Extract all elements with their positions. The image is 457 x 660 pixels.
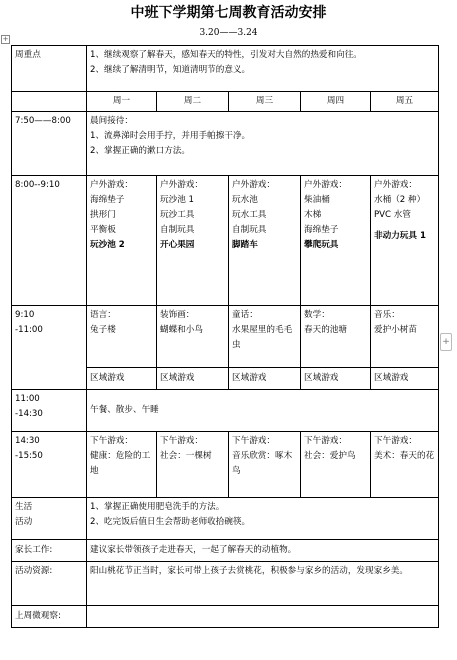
area-game-cell: 区域游戏 [371,368,439,390]
outdoor-area: 玩沙池 2 [90,240,125,250]
outdoor-item: 玩沙池 1 [160,195,194,205]
noon-time-start: 11:00 [15,394,40,404]
afternoon-topic: 美术：春天的花 [374,451,435,461]
afternoon-topic: 健康：危险的工地 [90,451,151,476]
morning-time: 7:50——8:00 [12,112,87,176]
noon-content: 午餐、散步、午睡 [87,390,439,432]
life-line: 2、吃完饭后值日生会帮助老师收拾碗筷。 [90,517,251,527]
outdoor-header: 户外游戏： [160,180,203,190]
outdoor-area: 脚踏车 [232,240,258,250]
outdoor-item: 柴油桶 [304,195,330,205]
afternoon-time-start: 14:30 [15,436,40,446]
lesson-cell [301,306,371,368]
lesson-cell [229,306,301,368]
outdoor-cell [157,176,229,306]
parents-row [12,540,439,562]
outdoor-area: 攀爬玩具 [304,240,339,250]
area-game-cell: 区域游戏 [301,368,371,390]
lesson-time [12,306,87,390]
parents-label: 家长工作: [12,540,87,562]
outdoor-item: 拱形门 [90,210,116,220]
day-header: 周一 [87,92,157,112]
noon-row [12,390,439,432]
area-game-cell: 区域游戏 [229,368,301,390]
outdoor-area: 开心果园 [160,240,195,250]
afternoon-time [12,432,87,498]
lesson-subject: 语言： [90,310,116,320]
afternoon-header: 下午游戏： [90,436,133,446]
afternoon-topic: 社会：一棵树 [160,451,212,461]
parents-content: 建议家长带领孩子走进春天，一起了解春天的动植物。 [87,540,439,562]
page-title: 中班下学期第七周教育活动安排 [130,5,327,21]
afternoon-header: 下午游戏： [304,436,347,446]
focus-label: 周重点 [12,46,87,92]
outdoor-header: 户外游戏： [374,180,417,190]
morning-content [87,112,439,176]
life-label-line: 活动 [15,517,33,527]
afternoon-cell [301,432,371,498]
focus-line: 2、继续了解清明节，知道清明节的意义。 [90,65,251,75]
afternoon-topic: 社会：爱护鸟 [304,451,356,461]
days-header-row [12,92,439,112]
morning-line: 1、流鼻涕时会用手拧，并用手帕擦干净。 [90,131,251,141]
outdoor-item: 海绵垫子 [304,225,339,235]
outdoor-item: PVC 水管 [374,210,411,220]
resources-text: 阳山桃花节正当时，家长可带上孩子去赏桃花，积极参与家乡的活动，发现家乡美。 [90,566,408,576]
life-row [12,498,439,540]
focus-content [87,46,439,92]
lesson-subject: 装饰画： [160,310,195,320]
focus-row [12,46,439,92]
outdoor-cell [87,176,157,306]
table-move-handle-icon[interactable]: + [2,35,9,43]
outdoor-header: 户外游戏： [232,180,275,190]
outdoor-time: 8:00--9:10 [12,176,87,306]
life-label [12,498,87,540]
outdoor-area: 非动力玩具 1 [374,231,426,241]
lesson-time-start: 9:10 [15,310,35,320]
afternoon-cell [229,432,301,498]
lesson-subject: 音乐： [374,310,400,320]
morning-row [12,112,439,176]
outdoor-header: 户外游戏： [90,180,133,190]
afternoon-topic: 音乐欣赏：啄木鸟 [232,451,293,476]
lesson-time-end: -11:00 [15,325,43,335]
add-column-icon[interactable]: + [440,333,452,351]
outdoor-cell [371,176,439,306]
observation-content[interactable] [87,606,439,628]
schedule-table [11,45,439,628]
outdoor-header: 户外游戏： [304,180,347,190]
afternoon-header: 下午游戏： [160,436,203,446]
area-game-cell: 区域游戏 [157,368,229,390]
outdoor-row [12,176,439,306]
resources-content [87,562,439,606]
afternoon-row [12,432,439,498]
lesson-topic: 爱护小树苗 [374,325,417,335]
observation-row [12,606,439,628]
lesson-topic: 春天的池塘 [304,325,347,335]
day-header: 周五 [371,92,439,112]
outdoor-item: 海绵垫子 [90,195,125,205]
outdoor-item: 自制玩具 [160,225,195,235]
days-header-empty [12,92,87,112]
resources-row [12,562,439,606]
lesson-subject: 数学： [304,310,330,320]
noon-time [12,390,87,432]
afternoon-time-end: -15:50 [15,451,43,461]
lesson-cell [371,306,439,368]
life-line: 1、掌握正确使用肥皂洗手的方法。 [90,502,225,512]
afternoon-header: 下午游戏： [374,436,417,446]
day-header: 周三 [229,92,301,112]
observation-label: 上周微观察: [12,606,87,628]
outdoor-cell [301,176,371,306]
day-header: 周二 [157,92,229,112]
afternoon-cell [157,432,229,498]
lesson-topic: 水果屋里的毛毛虫 [232,325,293,350]
outdoor-item: 玩水池 [232,195,258,205]
morning-line: 晨间接待： [90,116,133,126]
resources-label: 活动资源: [12,562,87,606]
lesson-cell [157,306,229,368]
morning-line: 2、掌握正确的漱口方法。 [90,146,190,156]
lesson-row [12,306,439,368]
outdoor-item: 自制玩具 [232,225,267,235]
date-range: 3.20——3.24 [199,28,258,38]
noon-time-end: -14:30 [15,409,43,419]
lesson-cell [87,306,157,368]
afternoon-cell [371,432,439,498]
day-header: 周四 [301,92,371,112]
outdoor-item: 平衡板 [90,225,116,235]
lesson-subject: 童话： [232,310,258,320]
life-label-line: 生活 [15,502,33,512]
afternoon-header: 下午游戏： [232,436,275,446]
focus-line: 1、继续观察了解春天，感知春天的特性，引发对大自然的热爱和向往。 [90,50,362,60]
outdoor-item: 玩水工具 [232,210,267,220]
outdoor-item: 玩沙工具 [160,210,195,220]
life-content [87,498,439,540]
outdoor-cell [229,176,301,306]
lesson-topic: 兔子楼 [90,325,116,335]
area-game-cell: 区域游戏 [87,368,157,390]
afternoon-cell [87,432,157,498]
outdoor-item: 水桶（2 种） [374,195,426,205]
lesson-topic: 蝴蝶和小鸟 [160,325,203,335]
outdoor-item: 木梯 [304,210,322,220]
